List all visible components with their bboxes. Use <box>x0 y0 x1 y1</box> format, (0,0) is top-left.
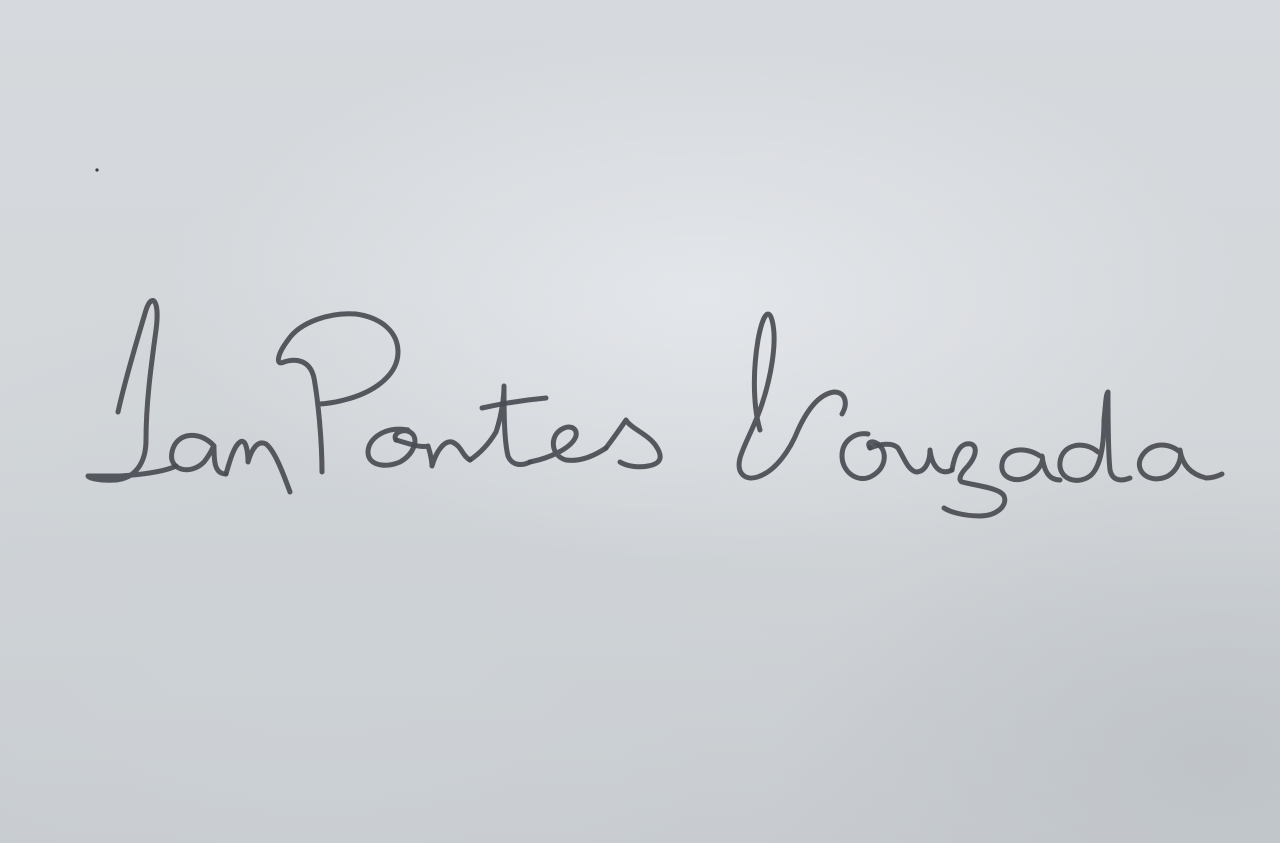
signature-word-pontes <box>278 314 660 472</box>
signature-word-louzada <box>739 314 1222 516</box>
signature-word-ian <box>88 300 290 492</box>
paper-speck <box>95 168 98 171</box>
